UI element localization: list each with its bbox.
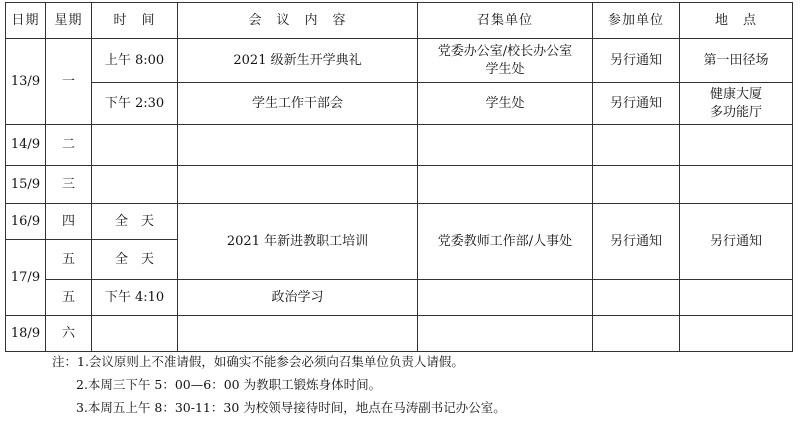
header-date: 日期	[6, 3, 46, 39]
header-participants: 参加单位	[593, 3, 680, 39]
content-cell	[178, 166, 418, 204]
content-cell: 2021 年新进教职工培训	[178, 204, 418, 280]
location-cell	[680, 83, 793, 125]
participants-cell: 另行通知	[593, 39, 680, 83]
participants-cell: 另行通知	[593, 204, 680, 280]
date-cell: 13/9	[6, 39, 46, 125]
notes-section	[52, 350, 506, 419]
note-line: 3.本周五上午 8：30-11：30 为校领导接待时间，地点在马涛副书记办公室。	[76, 400, 506, 415]
content-cell: 2021 级新生开学典礼	[178, 39, 418, 83]
table-row	[6, 83, 793, 125]
weekday-cell: 二	[46, 125, 92, 166]
organizer-cell: 学生处	[418, 83, 593, 125]
weekday-cell: 四	[46, 204, 92, 240]
organizer-cell: 党委教师工作部/人事处	[418, 204, 593, 280]
content-cell: 政治学习	[178, 280, 418, 316]
header-organizer: 召集单位	[418, 3, 593, 39]
location-cell	[680, 125, 793, 166]
weekday-cell: 五	[46, 280, 92, 316]
date-cell: 16/9	[6, 204, 46, 240]
participants-cell	[593, 316, 680, 352]
location-cell	[680, 280, 793, 316]
organizer-cell	[418, 125, 593, 166]
note-line: 2.本周三下午 5：00—6：00 为教职工锻炼身体时间。	[76, 377, 382, 392]
note-line: 注：1.会议原则上不准请假，如确实不能参会必须向召集单位负责人请假。	[52, 354, 464, 369]
participants-cell	[593, 125, 680, 166]
content-cell	[178, 125, 418, 166]
participants-cell	[593, 280, 680, 316]
header-weekday: 星期	[46, 3, 92, 39]
date-cell: 17/9	[6, 240, 46, 316]
table-row	[6, 125, 793, 166]
organizer-cell	[418, 39, 593, 83]
location-line: 多功能厅	[709, 104, 762, 120]
time-cell: 全 天	[92, 240, 178, 280]
organizer-cell	[418, 316, 593, 352]
location-line: 健康大厦	[709, 86, 762, 102]
organizer-cell	[418, 280, 593, 316]
weekly-meeting-schedule-table	[5, 2, 793, 352]
weekday-cell: 三	[46, 166, 92, 204]
time-cell	[92, 166, 178, 204]
organizer-line: 学生处	[485, 61, 525, 77]
time-cell: 全 天	[92, 204, 178, 240]
time-cell: 下午 4:10	[92, 280, 178, 316]
location-cell	[680, 166, 793, 204]
date-cell: 18/9	[6, 316, 46, 352]
time-cell	[92, 125, 178, 166]
date-cell: 15/9	[6, 166, 46, 204]
table-row	[6, 39, 793, 83]
participants-cell: 另行通知	[593, 83, 680, 125]
header-time: 时 间	[92, 3, 178, 39]
location-cell: 另行通知	[680, 204, 793, 280]
content-cell	[178, 316, 418, 352]
weekday-cell: 五	[46, 240, 92, 280]
weekday-cell: 六	[46, 316, 92, 352]
date-cell: 14/9	[6, 125, 46, 166]
table-row	[6, 280, 793, 316]
weekday-cell: 一	[46, 39, 92, 125]
header-row	[6, 3, 793, 39]
time-cell	[92, 316, 178, 352]
time-cell: 下午 2:30	[92, 83, 178, 125]
header-location: 地 点	[680, 3, 793, 39]
time-cell: 上午 8:00	[92, 39, 178, 83]
table-row	[6, 316, 793, 352]
participants-cell	[593, 166, 680, 204]
header-content: 会 议 内 容	[178, 3, 418, 39]
table-row	[6, 166, 793, 204]
content-cell: 学生工作干部会	[178, 83, 418, 125]
organizer-cell	[418, 166, 593, 204]
table-row	[6, 204, 793, 240]
location-cell	[680, 316, 793, 352]
organizer-line: 党委办公室/校长办公室	[437, 43, 573, 59]
location-cell: 第一田径场	[680, 39, 793, 83]
